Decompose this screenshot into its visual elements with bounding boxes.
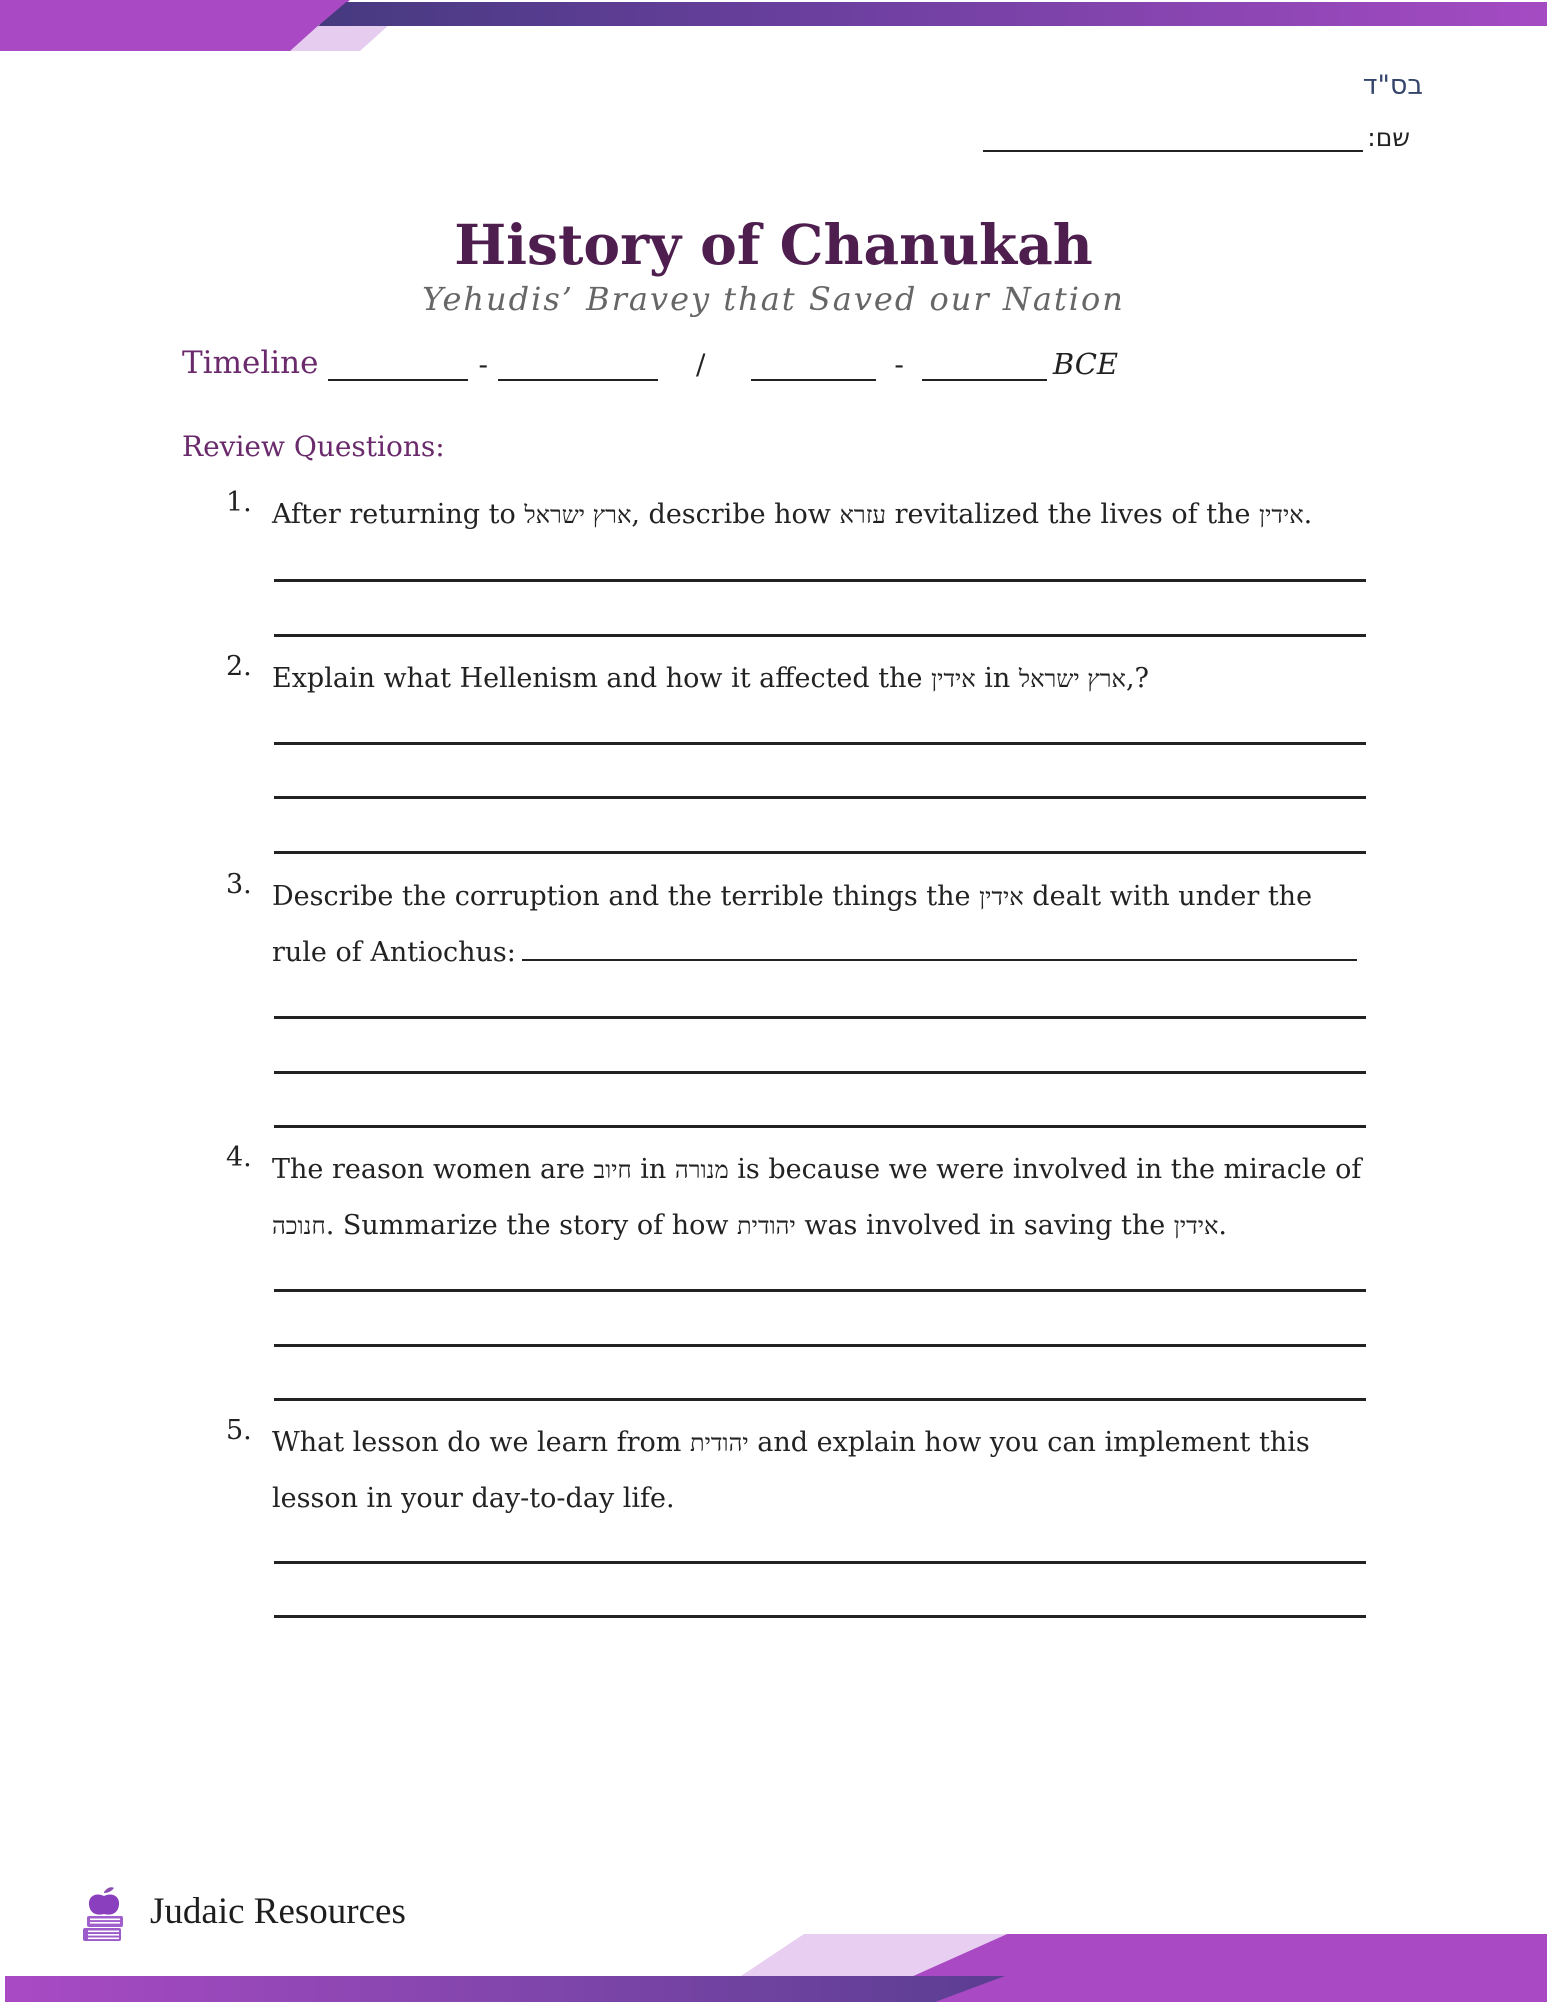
hebrew-term: אידין bbox=[1173, 1212, 1219, 1240]
text-segment: Describe the corruption and the terrible things the bbox=[272, 881, 980, 912]
text-segment: The reason women are bbox=[272, 1154, 594, 1185]
timeline-blank-4[interactable] bbox=[922, 349, 1047, 381]
question-1 bbox=[226, 487, 1366, 543]
name-blank[interactable] bbox=[983, 118, 1363, 152]
bottom-banner-gradient bbox=[5, 1976, 1005, 2002]
apple-on-books-icon bbox=[80, 1884, 128, 1944]
hebrew-term: יהודית bbox=[689, 1429, 749, 1457]
question-text bbox=[272, 1415, 1366, 1526]
text-segment: in bbox=[975, 663, 1019, 694]
answer-line[interactable] bbox=[274, 1289, 1366, 1292]
question-5 bbox=[226, 1415, 1366, 1526]
question-text bbox=[272, 869, 1366, 980]
text-segment: , describe how bbox=[631, 499, 840, 530]
timeline-label: Timeline bbox=[182, 345, 319, 381]
timeline-slash: / bbox=[695, 348, 706, 381]
answer-line[interactable] bbox=[274, 1125, 1366, 1128]
hebrew-term: ארץ ישראל bbox=[524, 501, 632, 529]
text-segment: ,? bbox=[1125, 663, 1150, 694]
text-segment: revitalized the lives of the bbox=[885, 499, 1260, 530]
answer-line[interactable] bbox=[274, 851, 1366, 854]
answer-line[interactable] bbox=[274, 1398, 1366, 1401]
hebrew-term: עזרא bbox=[839, 501, 886, 529]
hebrew-term: מנורה bbox=[674, 1156, 729, 1184]
text-segment: After returning to bbox=[272, 499, 525, 530]
answer-line[interactable] bbox=[274, 579, 1366, 582]
top-banner bbox=[0, 0, 1547, 52]
text-segment: . bbox=[1218, 1210, 1228, 1241]
hebrew-term: אידין bbox=[1259, 501, 1304, 529]
question-2 bbox=[226, 651, 1366, 707]
answer-line[interactable] bbox=[274, 742, 1366, 745]
bsd-mark: בס"ד bbox=[1362, 70, 1423, 101]
text-segment: is because we were involved in the miracle of bbox=[728, 1154, 1362, 1185]
question-number: 3. bbox=[226, 869, 252, 900]
timeline-blank-3[interactable] bbox=[751, 349, 876, 381]
review-questions-heading: Review Questions: bbox=[182, 430, 445, 463]
question-text bbox=[272, 487, 1366, 543]
text-segment: . bbox=[1303, 499, 1313, 530]
answer-line[interactable] bbox=[274, 1344, 1366, 1347]
question-3 bbox=[226, 869, 1366, 980]
hebrew-term: אידין bbox=[931, 665, 976, 693]
top-banner-block bbox=[0, 0, 350, 51]
answer-line[interactable] bbox=[274, 1561, 1366, 1564]
hebrew-term: חנוכה bbox=[272, 1212, 326, 1240]
text-segment: was involved in saving the bbox=[795, 1210, 1174, 1241]
answer-inline-blank[interactable] bbox=[522, 935, 1357, 961]
answer-line[interactable] bbox=[274, 634, 1366, 637]
answer-line[interactable] bbox=[274, 1016, 1366, 1019]
text-segment: dealt with under the rule of Antiochus: bbox=[272, 881, 1313, 968]
timeline-era: BCE bbox=[1052, 347, 1119, 381]
hebrew-term: יהודית bbox=[737, 1212, 796, 1240]
question-4 bbox=[226, 1142, 1366, 1254]
hebrew-term: ארץ ישראל bbox=[1018, 665, 1126, 693]
footer-brand: Judaic Resources bbox=[150, 1891, 406, 1932]
text-segment: What lesson do we learn from bbox=[272, 1427, 690, 1458]
timeline-blank-1[interactable] bbox=[328, 349, 468, 381]
text-segment: and explain how you can implement this lesson in your day-to-day life. bbox=[272, 1427, 1310, 1514]
question-text bbox=[272, 1142, 1366, 1254]
timeline-dash-2: - bbox=[894, 348, 904, 381]
page-title: History of Chanukah bbox=[454, 212, 1093, 277]
page-subtitle: Yehudis’ Bravey that Saved our Nation bbox=[422, 280, 1125, 318]
text-segment: . Summarize the story of how bbox=[325, 1210, 738, 1241]
answer-line[interactable] bbox=[274, 796, 1366, 799]
timeline-dash-1: - bbox=[478, 348, 488, 381]
name-label: שם: bbox=[1367, 123, 1410, 152]
question-text bbox=[272, 651, 1366, 707]
hebrew-term: חיוב bbox=[593, 1156, 632, 1184]
top-banner-gradient bbox=[318, 2, 1547, 26]
text-segment: Explain what Hellenism and how it affected the bbox=[272, 663, 932, 694]
question-number: 5. bbox=[226, 1415, 252, 1446]
hebrew-term: אידין bbox=[979, 883, 1024, 911]
text-segment: in bbox=[631, 1154, 675, 1185]
question-number: 1. bbox=[226, 487, 252, 518]
timeline-blank-2[interactable] bbox=[498, 349, 658, 381]
answer-line[interactable] bbox=[274, 1071, 1366, 1074]
answer-line[interactable] bbox=[274, 1615, 1366, 1618]
name-field bbox=[983, 118, 1410, 152]
question-number: 4. bbox=[226, 1142, 252, 1173]
question-number: 2. bbox=[226, 651, 252, 682]
timeline-row bbox=[182, 345, 1118, 381]
